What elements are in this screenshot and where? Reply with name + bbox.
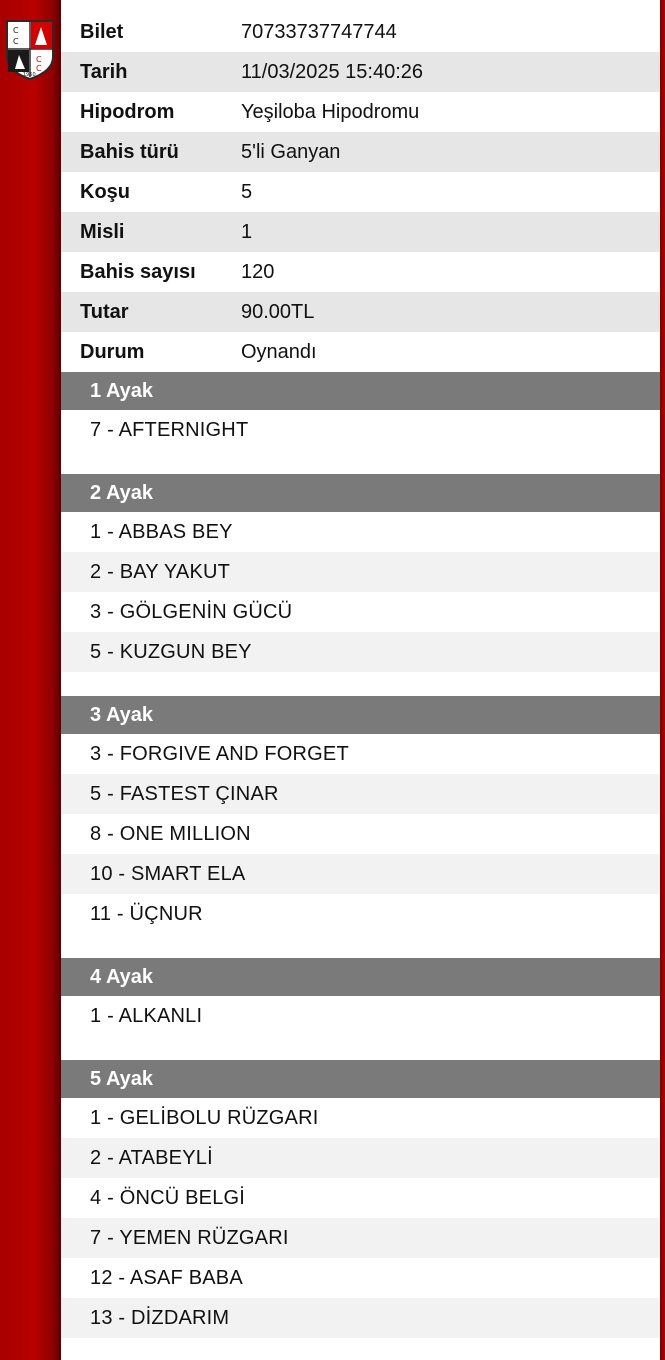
right-brand-bar — [660, 0, 665, 1360]
horse-list — [61, 410, 660, 474]
info-row — [61, 12, 660, 52]
info-label: Bahis türü — [80, 140, 179, 163]
ticket-info-table — [61, 12, 660, 372]
info-value: 120 — [241, 260, 275, 283]
info-label: Bahis sayısı — [80, 260, 196, 283]
leg-section — [61, 1060, 660, 1338]
horse-item: 8 - ONE MILLION — [90, 822, 251, 845]
horse-list — [61, 512, 660, 696]
info-row — [61, 252, 660, 292]
info-row — [61, 212, 660, 252]
leg-section — [61, 958, 660, 1060]
info-value: Yeşiloba Hipodromu — [241, 100, 420, 123]
info-row — [61, 132, 660, 172]
info-value: 5'li Ganyan — [241, 140, 341, 163]
leg-header: 2 Ayak — [61, 474, 660, 512]
leg-section — [61, 372, 660, 474]
info-label: Bilet — [80, 20, 124, 43]
horse-item: 5 - FASTEST ÇINAR — [61, 774, 660, 814]
svg-text:1950: 1950 — [23, 72, 36, 78]
horse-list — [61, 1098, 660, 1338]
svg-text:C: C — [36, 64, 42, 73]
horse-item: 7 - YEMEN RÜZGARI — [61, 1218, 660, 1258]
horse-item: 2 - ATABEYLİ — [61, 1138, 660, 1178]
leg-header: 1 Ayak — [61, 372, 660, 410]
info-label: Misli — [80, 220, 125, 243]
info-label: Hipodrom — [80, 100, 175, 123]
leg-header: 4 Ayak — [61, 958, 660, 996]
leg-section — [61, 696, 660, 958]
horse-item: 3 - FORGIVE AND FORGET — [90, 742, 349, 765]
horse-item: 13 - DİZDARIM — [61, 1298, 660, 1338]
horse-item: 1 - ABBAS BEY — [90, 520, 233, 543]
horse-item: 12 - ASAF BABA — [90, 1266, 243, 1289]
svg-text:C: C — [13, 37, 19, 46]
info-label: Durum — [80, 340, 145, 363]
info-row — [61, 172, 660, 212]
ticket-detail — [61, 12, 660, 1338]
info-label: Tarih — [80, 60, 128, 83]
svg-text:C: C — [13, 26, 19, 35]
info-value: 5 — [241, 180, 253, 203]
horse-item: 7 - AFTERNIGHT — [90, 418, 249, 441]
horse-list — [61, 734, 660, 958]
horse-item: 10 - SMART ELA — [61, 854, 660, 894]
leg-header: 5 Ayak — [61, 1060, 660, 1098]
left-brand-bar — [0, 0, 61, 1360]
info-label: Tutar — [80, 300, 129, 323]
info-value: 1 — [241, 220, 253, 243]
horse-item: 1 - GELİBOLU RÜZGARI — [90, 1106, 319, 1129]
horse-item: 5 - KUZGUN BEY — [61, 632, 660, 672]
leg-header: 3 Ayak — [61, 696, 660, 734]
info-value: 11/03/2025 15:40:26 — [241, 60, 424, 83]
info-row — [61, 92, 660, 132]
club-logo — [5, 19, 55, 81]
legs-list — [61, 372, 660, 1338]
info-value: Oynandı — [241, 340, 317, 363]
info-value: 90.00TL — [241, 300, 315, 323]
info-value: 70733737747744 — [241, 20, 397, 43]
info-row — [61, 52, 660, 92]
horse-item: 11 - ÜÇNUR — [90, 902, 203, 925]
info-row — [61, 332, 660, 372]
info-label: Koşu — [80, 180, 130, 203]
leg-section — [61, 474, 660, 696]
horse-item: 4 - ÖNCÜ BELGİ — [90, 1186, 246, 1209]
horse-item: 3 - GÖLGENİN GÜCÜ — [90, 600, 293, 623]
horse-item: 2 - BAY YAKUT — [61, 552, 660, 592]
horse-item: 1 - ALKANLI — [90, 1004, 203, 1027]
svg-text:C: C — [36, 55, 42, 64]
horse-list — [61, 996, 660, 1060]
info-row — [61, 292, 660, 332]
